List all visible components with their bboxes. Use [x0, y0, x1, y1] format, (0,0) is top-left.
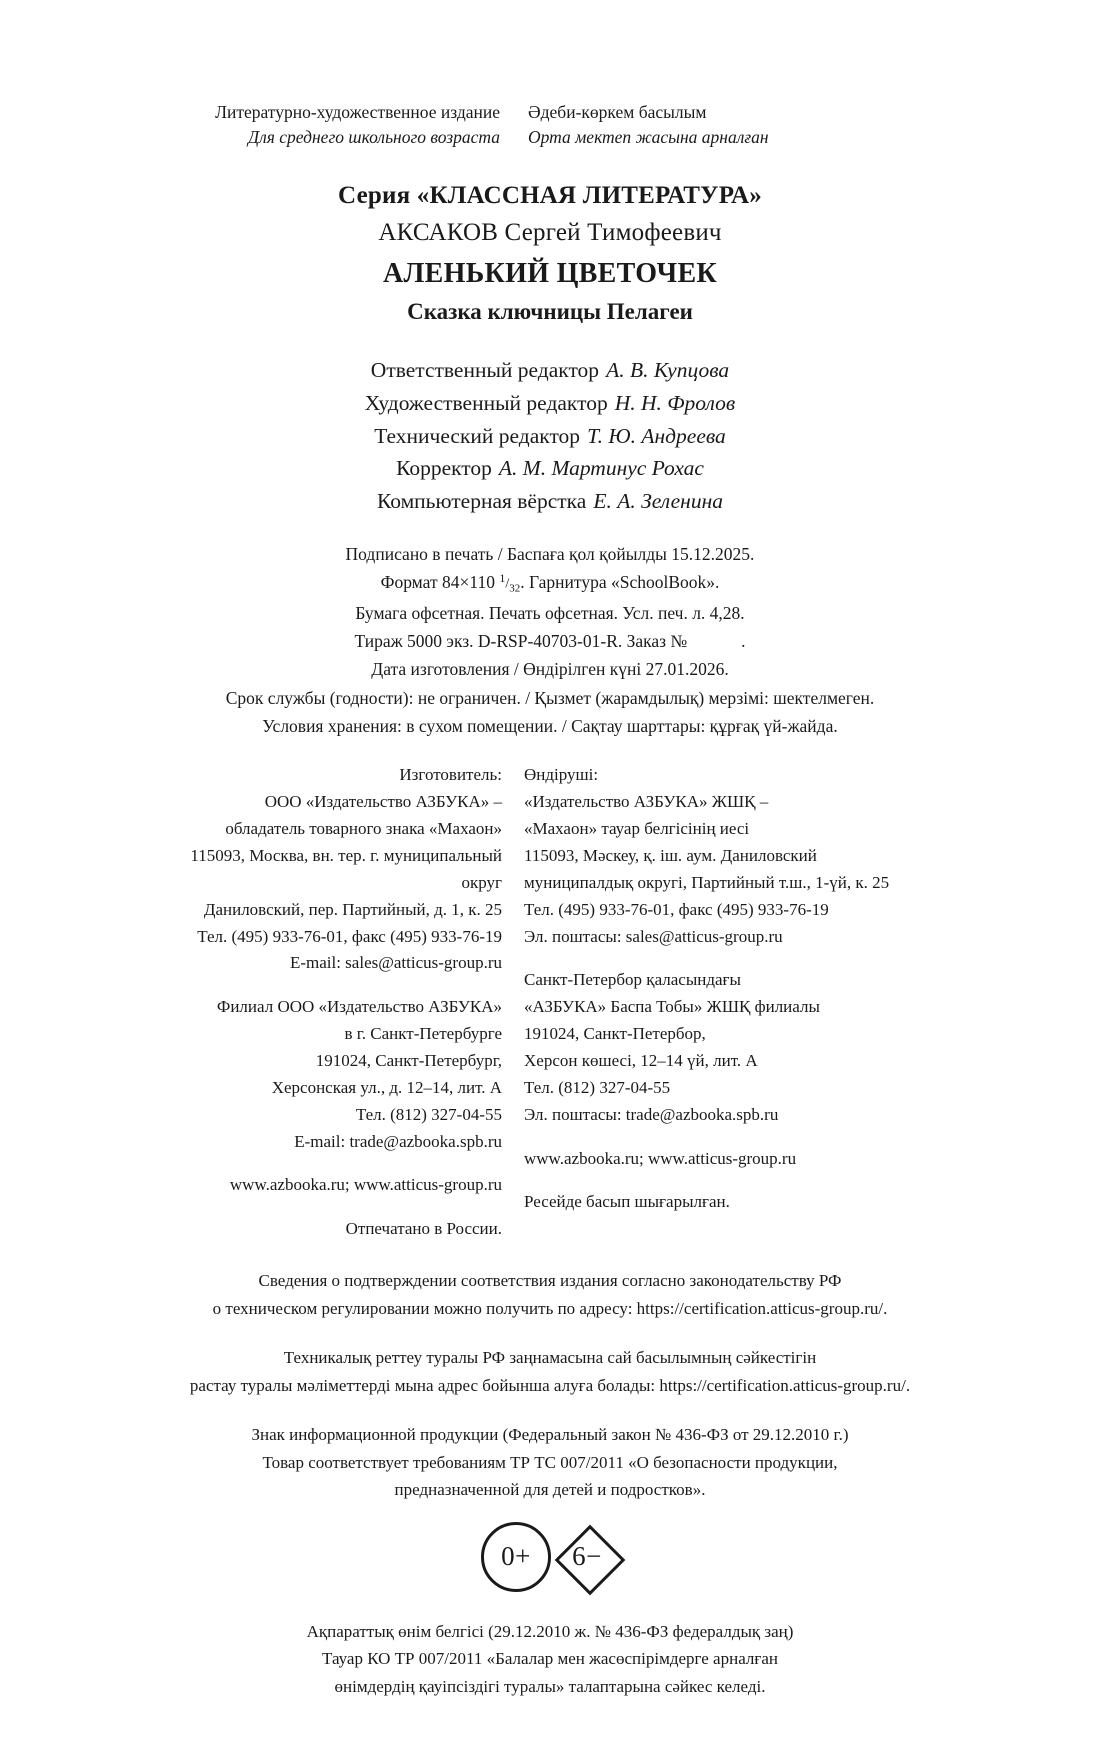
product-mark-ru-line3: предназначенной для детей и подростков». [394, 1480, 706, 1500]
credit-name: Т. Ю. Андреева [587, 423, 726, 448]
publisher-address1-kz: 115093, Мәскеу, қ. іш. аум. Даниловский [524, 845, 817, 865]
publisher-trademark-kz: «Махаон» тауар белгісінің иесі [524, 819, 750, 839]
publisher-company-kz: «Издательство АЗБУКА» ЖШҚ – [524, 792, 769, 812]
publisher-email-kz[interactable]: Эл. поштасы: sales@atticus-group.ru [524, 926, 783, 946]
branch-address1-ru: 191024, Санкт-Петербург, [315, 1050, 502, 1070]
branch-phone-kz: Тел. (812) 327-04-55 [524, 1077, 671, 1097]
publisher-email-ru[interactable]: E-mail: sales@atticus-group.ru [289, 953, 502, 973]
branch-email-ru[interactable]: E-mail: trade@azbooka.spb.ru [294, 1131, 502, 1151]
edition-type-ru: Литературно-художественное издание [215, 102, 500, 122]
age-rating-6minus-icon [555, 1525, 619, 1589]
branch-phone-ru: Тел. (812) 327-04-55 [355, 1104, 502, 1124]
printed-in-kz: Ресейде басып шығарылған. [524, 1192, 730, 1212]
credit-name: Н. Н. Фролов [614, 391, 736, 416]
branch-company-kz: «АЗБУКА» Баспа Тобы» ЖШҚ филиалы [524, 997, 820, 1017]
credit-name: Е. А. Зеленина [593, 489, 724, 514]
title-block [150, 177, 950, 329]
edition-audience-ru: Для среднего школьного возраста [248, 127, 500, 148]
print-run-suffix: . [741, 631, 746, 651]
age-rating-badges [150, 1522, 950, 1592]
publisher-main-kz [524, 762, 944, 950]
branch-block-kz [524, 967, 944, 1128]
edition-type-kz: Әдеби-көркем басылым [528, 102, 707, 122]
credit-row [150, 485, 950, 518]
credit-role: Ответственный редактор [370, 358, 600, 383]
service-life-line: Срок службы (годности): не ограничен. / Қызмет (жарамдылық) мерзімі: шектелмеген. [225, 687, 875, 708]
certification-kz-line2: растау туралы мәліметтерді мына адрес бойынша алуға болады: https://certification.atticus-group.ru/. [189, 1375, 911, 1395]
publisher-company-ru: ООО «Издательство АЗБУКА» – [264, 792, 502, 812]
credit-row [150, 387, 950, 420]
branch-block-ru [150, 994, 502, 1155]
edition-header-russian [150, 100, 528, 151]
publisher-label-kz: Өндіруші: [524, 765, 599, 785]
age-rating-0plus-icon [481, 1522, 551, 1592]
publisher-column-kazakh [524, 762, 944, 1243]
credit-role: Компьютерная вёрстка [376, 489, 587, 514]
publisher-address2-ru: Даниловский, пер. Партийный, д. 1, к. 25 [203, 899, 502, 919]
publisher-address2-kz: муниципалдық округі, Партийный т.ш., 1-үй, к. 25 [524, 872, 890, 892]
credit-row [150, 354, 950, 387]
credit-role: Корректор [396, 456, 492, 481]
edition-audience-kz: Орта мектеп жасына арналған [528, 127, 769, 148]
print-signed-date: Подписано в печать / Баспаға қол қойылды 15.12.2025. [345, 543, 755, 564]
print-paper-line: Бумага офсетная. Печать офсетная. Усл. печ. л. 4,28. [355, 602, 745, 623]
print-format-prefix: Формат 84×110 [380, 572, 495, 593]
website-ru[interactable]: www.azbooka.ru; www.atticus-group.ru [229, 1175, 502, 1195]
edition-header [150, 100, 950, 151]
print-format-fraction: $^1/_{32}$ [499, 571, 521, 595]
manufacture-date-line: Дата изготовления / Өндірілген күні 27.01.2026. [371, 659, 729, 680]
print-run-line [150, 627, 950, 655]
certification-ru-line1: Сведения о подтверждении соответствия издания согласно законодательству РФ [258, 1271, 842, 1291]
product-mark-kz-line2: Тауар КО ТР 007/2011 «Балалар мен жасөспірімдерге арналған [321, 1649, 778, 1669]
certification-notice-kz [150, 1344, 950, 1399]
edition-header-kazakh [528, 100, 858, 151]
printed-in-ru: Отпечатано в России. [345, 1219, 502, 1239]
fraction-numerator: 1 [499, 571, 506, 586]
publisher-phone-kz: Тел. (495) 933-76-01, факс (495) 933-76-19 [524, 899, 829, 919]
credit-role: Технический редактор [374, 423, 581, 448]
credit-row [150, 420, 950, 453]
credits-block [150, 354, 950, 517]
product-mark-ru-line1: Знак информационной продукции (Федеральный закон № 436-ФЗ от 29.12.2010 г.) [251, 1425, 849, 1445]
age-rating-6minus-label: 6− [572, 1541, 602, 1572]
print-run-prefix: Тираж 5000 экз. D-RSP-40703-01-R. Заказ № [354, 631, 688, 651]
product-mark-notice-kz [150, 1618, 950, 1701]
book-title: АЛЕНЬКИЙ ЦВЕТОЧЕК [382, 258, 718, 289]
branch-address1-kz: 191024, Санкт-Петербор, [524, 1024, 706, 1044]
credit-role: Художественный редактор [364, 391, 608, 416]
storage-conditions-line: Условия хранения: в сухом помещении. / Сақтау шарттары: құрғақ үй-жайда. [262, 716, 838, 737]
fraction-denominator: 32 [509, 582, 521, 595]
print-info-block [150, 540, 950, 741]
series-name: Серия «КЛАССНАЯ ЛИТЕРАТУРА» [338, 181, 762, 209]
product-mark-ru-line2: Товар соответствует требованиям ТР ТС 007/2011 «О безопасности продукции, [262, 1452, 838, 1472]
publisher-trademark-ru: обладатель товарного знака «Махаон» [225, 819, 502, 839]
publisher-main-ru [150, 762, 502, 977]
product-mark-kz-line3: өнімдердің қауіпсіздігі туралы» талаптарына сәйкес келеді. [334, 1676, 766, 1696]
product-mark-notice-ru [150, 1421, 950, 1504]
credit-row [150, 452, 950, 485]
publisher-phone-ru: Тел. (495) 933-76-01, факс (495) 933-76-19 [197, 926, 502, 946]
legal-block [150, 1267, 950, 1504]
certification-kz-line1: Техникалық реттеу туралы РФ заңнамасына сай басылымның сәйкестігін [283, 1348, 817, 1368]
certification-ru-line2: о техническом регулировании можно получить по адресу: https://certification.atticus-group.ru/. [212, 1298, 888, 1318]
publisher-column-russian [150, 762, 524, 1243]
credit-name: А. В. Купцова [606, 358, 730, 383]
print-format-line [150, 568, 950, 599]
publisher-address1-ru: 115093, Москва, вн. тер. г. муниципальный округ [190, 845, 502, 892]
certification-notice-ru [150, 1267, 950, 1322]
branch-company-ru: Филиал ООО «Издательство АЗБУКА» [216, 997, 502, 1017]
page-content [150, 100, 950, 1700]
print-format-suffix: . Гарнитура «SchoolBook». [520, 572, 720, 593]
branch-email-kz[interactable]: Эл. поштасы: trade@azbooka.spb.ru [524, 1104, 779, 1124]
credit-name: А. М. Мартинус Рохас [498, 456, 704, 481]
branch-address2-ru: Херсонская ул., д. 12–14, лит. А [271, 1077, 502, 1097]
product-mark-kz-line1: Ақпараттық өнім белгісі (29.12.2010 ж. № 436-ФЗ федералдық заң) [306, 1621, 794, 1641]
publisher-block [150, 762, 950, 1243]
author-name: АКСАКОВ Сергей Тимофеевич [378, 219, 722, 247]
book-subtitle: Сказка ключницы Пелагеи [407, 299, 693, 324]
branch-address2-kz: Херсон көшесі, 12–14 үй, лит. А [524, 1050, 758, 1070]
age-rating-0plus-label: 0+ [501, 1541, 531, 1572]
publisher-label-ru: Изготовитель: [399, 765, 502, 785]
branch-city-ru: в г. Санкт-Петербурге [344, 1024, 502, 1044]
website-kz[interactable]: www.azbooka.ru; www.atticus-group.ru [524, 1148, 797, 1168]
branch-city-kz: Санкт-Петербор қаласындағы [524, 970, 741, 990]
